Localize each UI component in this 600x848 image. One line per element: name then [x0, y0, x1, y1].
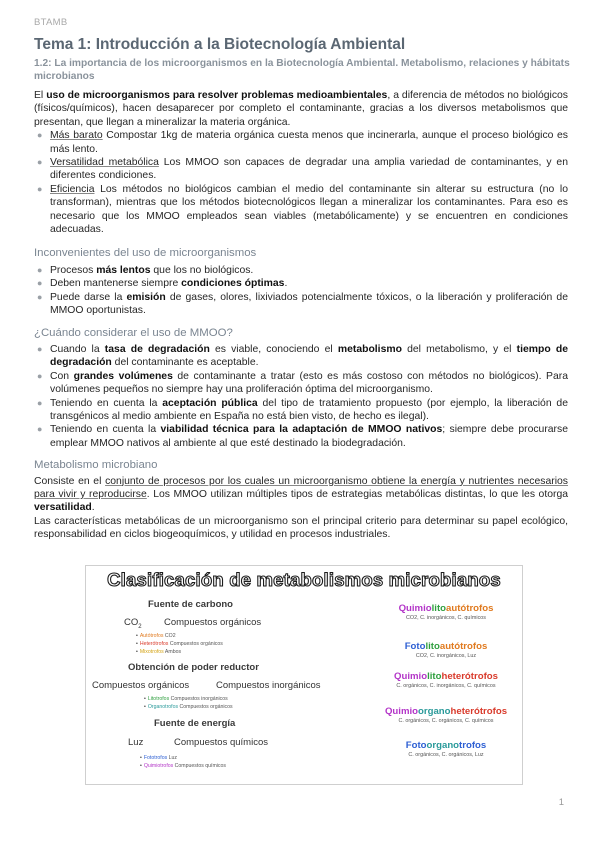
- type-prefix: Foto: [404, 641, 426, 652]
- type-mid: organo: [418, 706, 451, 717]
- organotrofos-term: Organotrofos: [147, 704, 179, 710]
- item-bold: grandes volúmenes: [73, 370, 173, 382]
- term-desc: Compuestos químicos: [173, 763, 226, 769]
- autotrofos-term: Autótrofos: [139, 633, 164, 639]
- bullet-icon: ●: [37, 424, 43, 435]
- list-item: [136, 641, 223, 647]
- cuando-list: [34, 343, 568, 450]
- list-item: [140, 755, 177, 761]
- bullet-icon: ●: [37, 343, 43, 354]
- type-desc: C. orgánicos, C. orgánicos, C. químicos: [398, 718, 494, 724]
- para-text: Consiste en el: [34, 475, 106, 487]
- type-quimioorganoheterotrofos: [376, 706, 516, 724]
- quimiotrofos-term: Quimiotrofos: [143, 763, 174, 769]
- term-desc: CO2: [163, 633, 176, 639]
- metabolismo-paragraph-2: Las características metabólicas de un microorganismo son el principal criterio para determinar su papel ecológico, responsabilidad en ciclos biogeoquímicos, y utilidad en procesos industriales.: [34, 515, 568, 541]
- advantages-list: [34, 129, 568, 236]
- item-bold: aceptación pública: [162, 397, 258, 409]
- term-desc: Compuestos orgánicos: [178, 704, 233, 710]
- type-suffix: trofos: [459, 740, 487, 751]
- type-mid: lito: [427, 671, 442, 682]
- term-desc: Ambos: [163, 649, 182, 655]
- type-fotolitoautotrofos: [376, 641, 516, 659]
- item-bold: metabolismo: [337, 343, 402, 355]
- term-desc: Luz: [167, 755, 177, 761]
- bullet-icon: •: [136, 633, 138, 639]
- type-desc: C. orgánicos, C. orgánicos, Luz: [408, 752, 484, 758]
- bullet-icon: ●: [37, 157, 43, 168]
- type-prefix: Foto: [405, 740, 427, 751]
- list-item: [136, 649, 181, 655]
- energy-source-heading: Fuente de energía: [154, 718, 236, 729]
- bullet-icon: ●: [37, 291, 43, 302]
- intro-bold: uso de microorganismos para resolver problemas medioambientales: [46, 90, 388, 101]
- item-text: Deben mantenerse siempre: [50, 278, 182, 290]
- item-text: Puede darse la: [50, 291, 127, 303]
- item-text: de gases, olores, lixiviados potencialmente tóxicos, o la liberación y proliferación de MMOO oportunistas.: [50, 291, 568, 317]
- page-title: Tema 1: Introducción a la Biotecnología Ambiental: [34, 36, 406, 53]
- type-quimiolitoautotrofos: [376, 603, 516, 621]
- advantage-text: Compostar 1kg de materia orgánica cuesta menos que incinerarla, aunque el proceso biológico es más lento.: [50, 130, 568, 155]
- type-fotoorganotrofos: [376, 740, 516, 758]
- item-text: ; siempre debe procurarse emplear MMOO nativos al ambiente al que esté destinado la biodegradación.: [50, 424, 568, 449]
- type-mid: lito: [431, 603, 446, 614]
- list-item: [34, 397, 568, 424]
- list-item: [34, 423, 568, 450]
- list-item: [140, 763, 226, 769]
- item-text: .: [284, 278, 288, 290]
- para-underline: conjunto de procesos por los cuales un microorganismo obtiene la energía y nutrientes necesarios para vivir y reproducirse: [34, 475, 568, 500]
- co2-subscript: 2: [138, 623, 142, 630]
- item-bold: tasa de degradación: [104, 343, 210, 355]
- intro-paragraph: [34, 89, 568, 129]
- item-text: Cuando la: [50, 343, 105, 355]
- inorganic-compounds-label: Compuestos inorgánicos: [216, 680, 321, 691]
- type-suffix: heterótrofos: [450, 706, 508, 717]
- item-text: del contaminante es aceptable.: [111, 357, 259, 369]
- advantage-term: Eficiencia: [50, 183, 95, 195]
- fototrofos-term: Fototrofos: [143, 755, 168, 761]
- item-text: Teniendo en cuenta la: [50, 424, 161, 436]
- bullet-icon: ●: [37, 278, 43, 289]
- page-number: 1: [558, 797, 564, 808]
- type-prefix: Quimio: [384, 706, 419, 717]
- bullet-icon: •: [140, 763, 142, 769]
- list-item: [34, 129, 568, 156]
- list-item: [34, 264, 568, 277]
- bullet-icon: •: [144, 696, 146, 702]
- para-bold: versatilidad: [34, 502, 92, 514]
- para-text: .: [91, 502, 95, 514]
- type-suffix: heterótrofos: [441, 671, 498, 682]
- light-label: Luz: [128, 737, 144, 748]
- bullet-icon: ●: [37, 397, 43, 408]
- advantage-text: Los MMOO son capaces de degradar una amplia variedad de contaminantes, y en diferentes condiciones.: [50, 157, 568, 182]
- chemical-compounds-label: Compuestos químicos: [174, 737, 268, 748]
- figure-title: Clasificación de metabolismos microbianos: [107, 569, 501, 590]
- mixotrofos-term: Mixotrofos: [139, 649, 164, 655]
- advantage-text: Los métodos no biológicos cambian el medio del contaminante sin alterar su estructura (no lo transforman), mientras que los métodos biotecnológicos llegan a mineralizar los contaminantes. Para eso es necesario que los MMOO empleados sean viables (metabólicamente) y se encuentren en condiciones adecuadas.: [50, 183, 568, 236]
- term-desc: Compuestos orgánicos: [168, 641, 223, 647]
- list-item: [34, 343, 568, 370]
- section-heading-metabolismo: Metabolismo microbiano: [34, 459, 158, 472]
- list-item: [34, 291, 568, 318]
- type-mid: lito: [425, 641, 440, 652]
- item-text: Teniendo en cuenta la: [50, 397, 163, 409]
- litotrofos-term: Litotrofos: [147, 696, 170, 702]
- co2-text: CO: [124, 617, 139, 628]
- heterotrofos-term: Heterótrofos: [139, 641, 169, 647]
- type-prefix: Quimio: [394, 671, 428, 682]
- bullet-icon: •: [136, 649, 138, 655]
- list-item: [144, 704, 233, 710]
- bullet-icon: ●: [37, 370, 43, 381]
- type-quimiolitoheterotrofos: [376, 671, 516, 689]
- advantage-term: Versatilidad metabólica: [50, 157, 159, 169]
- type-desc: CO2, C. inorgánicos, Luz: [415, 653, 477, 659]
- bullet-icon: •: [144, 704, 146, 710]
- term-desc: Compuestos inorgánicos: [169, 696, 228, 702]
- list-item: [144, 696, 228, 702]
- item-text: que los no biológicos.: [150, 264, 254, 276]
- type-desc: CO2, C. inorgánicos, C. químicos: [406, 615, 486, 621]
- bullet-icon: ●: [37, 264, 43, 275]
- co2-label: [124, 617, 142, 630]
- type-prefix: Quimio: [398, 603, 432, 614]
- item-text: de contaminante a tratar (esto es más costoso con métodos no biológicos). Para volúmenes pequeños no siempre hay una proliferación óptima del microorganismo.: [50, 370, 569, 396]
- metabolismo-paragraph: [34, 475, 568, 515]
- list-item: [34, 277, 568, 290]
- item-text: Con: [50, 370, 74, 382]
- section-heading-inconvenientes: Inconvenientes del uso de microorganismos: [34, 247, 257, 260]
- bullet-icon: •: [136, 641, 138, 647]
- intro-text-end: , a diferencia de métodos no biológicos (físicos/químicos), hacen desaparecer por completo el contaminante, gracias a los diversos metabolismos que presentan, que llegan a mineralizar la materia orgánica.: [34, 90, 568, 128]
- bullet-icon: •: [140, 755, 142, 761]
- bullet-icon: ●: [37, 183, 43, 194]
- item-text: Procesos: [50, 264, 97, 276]
- carbon-source-heading: Fuente de carbono: [148, 599, 233, 610]
- reducing-power-heading: Obtención de poder reductor: [128, 662, 259, 673]
- course-code: BTAMB: [34, 17, 68, 28]
- item-bold: emisión: [126, 291, 166, 303]
- organic-compounds-label: Compuestos orgánicos: [164, 617, 262, 628]
- metabolism-classification-figure: [85, 565, 523, 785]
- item-text: es viable, conociendo el: [209, 343, 338, 355]
- section-heading-cuando: ¿Cuándo considerar el uso de MMOO?: [34, 326, 233, 339]
- para-text: . Los MMOO utilizan múltiples tipos de estrategias metabólicas distintas, lo que les otorga: [146, 488, 569, 500]
- bullet-icon: ●: [37, 130, 43, 141]
- type-suffix: autótrofos: [439, 641, 488, 652]
- list-item: [34, 370, 568, 397]
- item-bold: más lentos: [96, 264, 151, 276]
- page-subtitle: 1.2: La importancia de los microorganismos en la Biotecnología Ambiental. Metabolismo, relaciones y hábitats microbianos: [34, 58, 570, 82]
- inconvenientes-list: [34, 264, 568, 318]
- item-text: del metabolismo, y el: [401, 343, 517, 355]
- item-bold: tiempo de degradación: [50, 343, 568, 369]
- intro-text: El: [34, 90, 47, 101]
- list-item: [34, 183, 568, 237]
- type-suffix: autótrofos: [446, 603, 494, 614]
- item-text: del tipo de tratamiento propuesto (por ejemplo, la liberación de transgénicos al medio ambiente en España no está bien visto, de hecho es ilegal).: [50, 397, 568, 422]
- item-bold: condiciones óptimas: [181, 278, 285, 290]
- list-item: [136, 633, 176, 639]
- advantage-term: Más barato: [50, 130, 103, 142]
- type-desc: C. orgánicos, C. inorgánicos, C. químicos: [396, 683, 496, 689]
- list-item: [34, 156, 568, 183]
- main-content: [34, 89, 568, 542]
- organic-compounds-label: Compuestos orgánicos: [92, 680, 190, 691]
- type-mid: organo: [426, 740, 460, 751]
- item-bold: viabilidad técnica para la adaptación de MMOO nativos: [160, 424, 443, 436]
